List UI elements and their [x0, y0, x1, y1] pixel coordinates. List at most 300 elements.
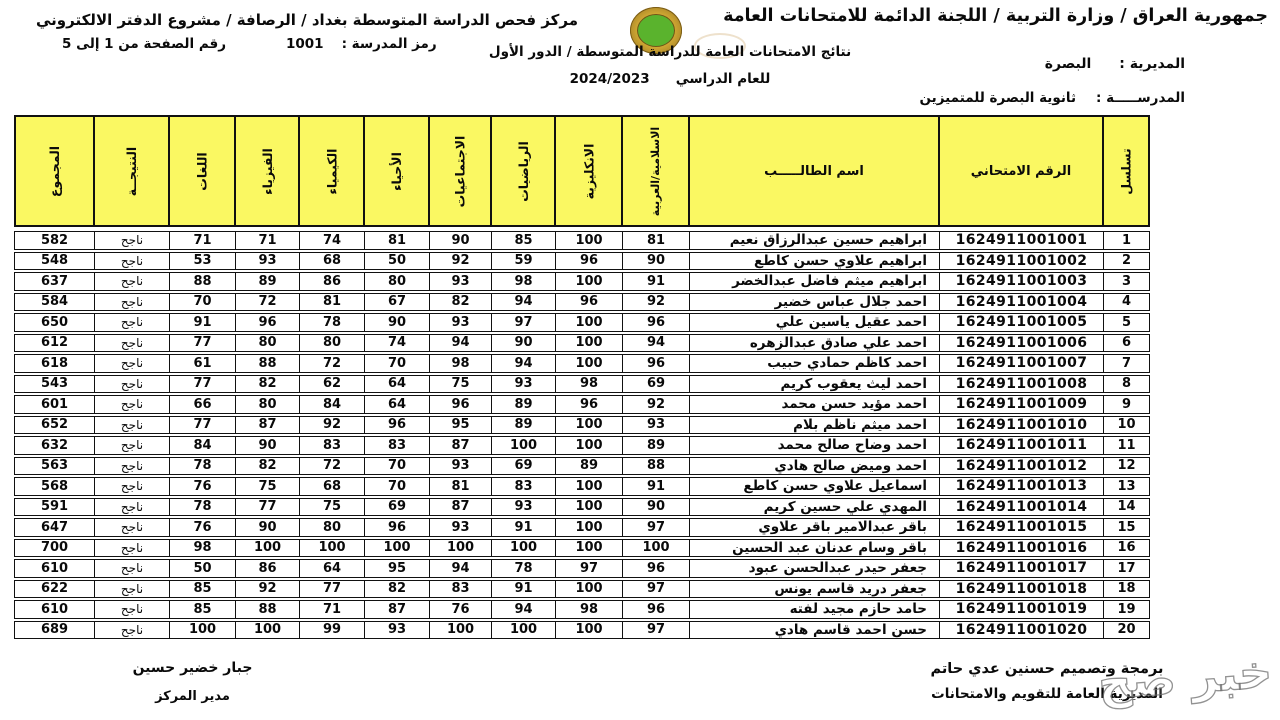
cell-physics: 82 — [235, 458, 299, 475]
cell-social: 93 — [429, 314, 491, 331]
cell-social: 94 — [429, 335, 491, 352]
cell-name: ابراهيم حسين عبدالرزاق نعيم — [689, 232, 939, 249]
cell-exam-no: 1624911001008 — [939, 376, 1103, 393]
cell-chemistry: 78 — [299, 314, 364, 331]
cell-languages: 76 — [169, 519, 235, 536]
cell-math: 97 — [491, 314, 555, 331]
site-watermark: خبر صح — [1096, 643, 1274, 711]
cell-exam-no: 1624911001006 — [939, 335, 1103, 352]
cell-exam-no: 1624911001007 — [939, 355, 1103, 372]
cell-result: ناجح — [94, 355, 169, 372]
cell-languages: 78 — [169, 458, 235, 475]
table-row — [14, 293, 1150, 312]
cell-result: ناجح — [94, 314, 169, 331]
cell-chemistry: 64 — [299, 560, 364, 577]
cell-english: 97 — [555, 560, 622, 577]
cell-chemistry: 83 — [299, 437, 364, 454]
cell-chemistry: 72 — [299, 458, 364, 475]
cell-english: 100 — [555, 499, 622, 516]
cell-english: 100 — [555, 273, 622, 290]
cell-social: 96 — [429, 396, 491, 413]
cell-name: احمد جلال عباس خضير — [689, 294, 939, 311]
cell-math: 93 — [491, 499, 555, 516]
cell-physics: 71 — [235, 232, 299, 249]
cell-result: ناجح — [94, 519, 169, 536]
cell-chemistry: 84 — [299, 396, 364, 413]
cell-exam-no: 1624911001012 — [939, 458, 1103, 475]
cell-result: ناجح — [94, 560, 169, 577]
table-row — [14, 416, 1150, 435]
cell-chemistry: 81 — [299, 294, 364, 311]
cell-serial: 6 — [1103, 335, 1149, 352]
cell-physics: 88 — [235, 601, 299, 618]
cell-serial: 8 — [1103, 376, 1149, 393]
header-english: الانكليزية — [554, 117, 621, 225]
cell-result: ناجح — [94, 581, 169, 598]
cell-result: ناجح — [94, 335, 169, 352]
cell-math: 93 — [491, 376, 555, 393]
cell-chemistry: 68 — [299, 253, 364, 270]
cell-social: 75 — [429, 376, 491, 393]
cell-math: 91 — [491, 581, 555, 598]
academic-year-label: للعام الدراسي — [675, 71, 771, 87]
cell-islamic-arabic: 97 — [622, 622, 689, 639]
cell-physics: 86 — [235, 560, 299, 577]
cell-languages: 66 — [169, 396, 235, 413]
cell-languages: 98 — [169, 540, 235, 557]
cell-result: ناجح — [94, 417, 169, 434]
school-value: ثانوية البصرة للمتميزين — [919, 90, 1077, 106]
cell-islamic-arabic: 100 — [622, 540, 689, 557]
cell-serial: 15 — [1103, 519, 1149, 536]
table-row — [14, 395, 1150, 414]
cell-exam-no: 1624911001001 — [939, 232, 1103, 249]
cell-social: 93 — [429, 519, 491, 536]
cell-math: 100 — [491, 437, 555, 454]
cell-physics: 88 — [235, 355, 299, 372]
results-table — [14, 115, 1150, 641]
cell-exam-no: 1624911001013 — [939, 478, 1103, 495]
cell-social: 83 — [429, 581, 491, 598]
cell-name: احمد وميض صالح هادي — [689, 458, 939, 475]
cell-name: اسماعيل علاوي حسن كاطع — [689, 478, 939, 495]
cell-physics: 90 — [235, 437, 299, 454]
cell-total: 689 — [40, 622, 69, 638]
cell-physics: 87 — [235, 417, 299, 434]
cell-name: احمد ميثم ناظم بلام — [689, 417, 939, 434]
cell-islamic-arabic: 96 — [622, 314, 689, 331]
cell-languages: 88 — [169, 273, 235, 290]
cell-total: 650 — [40, 314, 69, 330]
cell-name: احمد عقيل ياسين علي — [689, 314, 939, 331]
cell-islamic-arabic: 92 — [622, 294, 689, 311]
cell-english: 100 — [555, 581, 622, 598]
cell-chemistry: 72 — [299, 355, 364, 372]
cell-social: 98 — [429, 355, 491, 372]
cell-physics: 100 — [235, 622, 299, 639]
cell-islamic-arabic: 93 — [622, 417, 689, 434]
cell-islamic-arabic: 89 — [622, 437, 689, 454]
cell-biology: 74 — [364, 335, 429, 352]
cell-languages: 78 — [169, 499, 235, 516]
cell-languages: 50 — [169, 560, 235, 577]
cell-physics: 93 — [235, 253, 299, 270]
cell-biology: 69 — [364, 499, 429, 516]
table-row — [14, 272, 1150, 291]
cell-physics: 72 — [235, 294, 299, 311]
header-social-studies: الاجتماعيات — [428, 117, 490, 225]
cell-physics: 82 — [235, 376, 299, 393]
cell-islamic-arabic: 96 — [622, 355, 689, 372]
cell-biology: 64 — [364, 376, 429, 393]
page-number-label: رقم الصفحة من 1 إلى 5 — [62, 36, 227, 52]
cell-total: 622 — [40, 581, 69, 597]
cell-math: 69 — [491, 458, 555, 475]
cell-math: 100 — [491, 622, 555, 639]
cell-exam-no: 1624911001020 — [939, 622, 1103, 639]
page-title-right: جمهورية العراق / وزارة التربية / اللجنة الدائمة للامتحانات العامة — [723, 6, 1268, 26]
cell-total: 647 — [40, 519, 69, 535]
cell-name: احمد علي صادق عبدالزهره — [689, 335, 939, 352]
cell-biology: 100 — [364, 540, 429, 557]
credits-line: برمجة وتصميم حسنين عدي حاتم — [930, 661, 1164, 677]
academic-year-value: 2024/2023 — [569, 71, 650, 87]
cell-total: 700 — [40, 540, 69, 556]
table-row — [14, 621, 1150, 640]
cell-serial: 1 — [1103, 232, 1149, 249]
cell-serial: 7 — [1103, 355, 1149, 372]
cell-exam-no: 1624911001019 — [939, 601, 1103, 618]
cell-serial: 3 — [1103, 273, 1149, 290]
cell-name: احمد مؤيد حسن محمد — [689, 396, 939, 413]
cell-languages: 84 — [169, 437, 235, 454]
cell-serial: 14 — [1103, 499, 1149, 516]
school-code-line — [286, 36, 437, 52]
cell-serial: 4 — [1103, 294, 1149, 311]
cell-languages: 77 — [169, 417, 235, 434]
cell-islamic-arabic: 88 — [622, 458, 689, 475]
cell-languages: 100 — [169, 622, 235, 639]
cell-serial: 18 — [1103, 581, 1149, 598]
cell-biology: 95 — [364, 560, 429, 577]
table-row — [14, 518, 1150, 537]
cell-social: 76 — [429, 601, 491, 618]
table-row — [14, 334, 1150, 353]
cell-name: جعفر دريد قاسم يونس — [689, 581, 939, 598]
cell-math: 98 — [491, 273, 555, 290]
header-exam-number: الرقم الامتحاني — [938, 117, 1102, 225]
cell-total: 582 — [40, 232, 69, 248]
cell-math: 85 — [491, 232, 555, 249]
cell-math: 59 — [491, 253, 555, 270]
cell-islamic-arabic: 91 — [622, 273, 689, 290]
cell-exam-no: 1624911001017 — [939, 560, 1103, 577]
cell-social: 87 — [429, 437, 491, 454]
cell-islamic-arabic: 92 — [622, 396, 689, 413]
cell-name: المهدي علي حسين كريم — [689, 499, 939, 516]
cell-serial: 20 — [1103, 622, 1149, 639]
cell-result: ناجح — [94, 232, 169, 249]
emblem-green-core — [637, 14, 675, 47]
cell-exam-no: 1624911001004 — [939, 294, 1103, 311]
cell-serial: 16 — [1103, 540, 1149, 557]
school-label: المدرســـــة : — [1096, 90, 1185, 106]
cell-biology: 90 — [364, 314, 429, 331]
header-serial: تسلسل — [1102, 117, 1148, 225]
cell-total: 568 — [40, 478, 69, 494]
cell-chemistry: 74 — [299, 232, 364, 249]
cell-total: 610 — [40, 601, 69, 617]
cell-physics: 96 — [235, 314, 299, 331]
cell-chemistry: 62 — [299, 376, 364, 393]
cell-physics: 75 — [235, 478, 299, 495]
cell-result: ناجح — [94, 376, 169, 393]
cell-biology: 64 — [364, 396, 429, 413]
footer-center-director — [105, 660, 280, 704]
cell-exam-no: 1624911001010 — [939, 417, 1103, 434]
cell-math: 89 — [491, 417, 555, 434]
cell-exam-no: 1624911001005 — [939, 314, 1103, 331]
cell-total: 652 — [40, 417, 69, 433]
director-title: مدير المركز — [155, 689, 230, 704]
cell-name: ابراهيم علاوي حسن كاطع — [689, 253, 939, 270]
header-islamic-arabic: الاسلامية/العربية — [621, 117, 688, 225]
directorate-line — [1045, 56, 1185, 72]
cell-languages: 77 — [169, 335, 235, 352]
cell-serial: 12 — [1103, 458, 1149, 475]
cell-serial: 17 — [1103, 560, 1149, 577]
cell-physics: 80 — [235, 396, 299, 413]
cell-biology: 82 — [364, 581, 429, 598]
director-name: جبار خضير حسين — [132, 660, 253, 676]
table-row — [14, 436, 1150, 455]
cell-total: 543 — [40, 376, 69, 392]
cell-result: ناجح — [94, 273, 169, 290]
cell-islamic-arabic: 96 — [622, 601, 689, 618]
cell-total: 637 — [40, 273, 69, 289]
cell-chemistry: 77 — [299, 581, 364, 598]
table-row — [14, 457, 1150, 476]
cell-math: 89 — [491, 396, 555, 413]
cell-total: 548 — [40, 253, 69, 269]
cell-english: 98 — [555, 601, 622, 618]
cell-english: 96 — [555, 253, 622, 270]
header-math: الرياضيات — [490, 117, 554, 225]
cell-exam-no: 1624911001011 — [939, 437, 1103, 454]
table-row — [14, 375, 1150, 394]
cell-biology: 80 — [364, 273, 429, 290]
cell-biology: 70 — [364, 478, 429, 495]
cell-english: 100 — [555, 335, 622, 352]
cell-result: ناجح — [94, 253, 169, 270]
cell-islamic-arabic: 97 — [622, 581, 689, 598]
cell-social: 82 — [429, 294, 491, 311]
cell-social: 81 — [429, 478, 491, 495]
cell-exam-no: 1624911001016 — [939, 540, 1103, 557]
cell-result: ناجح — [94, 499, 169, 516]
cell-math: 91 — [491, 519, 555, 536]
header-result: النتيجــة — [93, 117, 168, 225]
table-row — [14, 600, 1150, 619]
table-row — [14, 252, 1150, 271]
table-header-row — [14, 115, 1150, 227]
cell-total: 591 — [40, 499, 69, 515]
cell-math: 100 — [491, 540, 555, 557]
cell-total: 563 — [40, 458, 69, 474]
cell-total: 612 — [40, 335, 69, 351]
school-line — [920, 90, 1185, 106]
cell-math: 94 — [491, 355, 555, 372]
cell-physics: 77 — [235, 499, 299, 516]
cell-chemistry: 71 — [299, 601, 364, 618]
cell-languages: 85 — [169, 601, 235, 618]
cell-serial: 2 — [1103, 253, 1149, 270]
cell-biology: 67 — [364, 294, 429, 311]
table-row — [14, 477, 1150, 496]
cell-math: 90 — [491, 335, 555, 352]
cell-islamic-arabic: 90 — [622, 499, 689, 516]
cell-social: 93 — [429, 273, 491, 290]
academic-year-line — [470, 71, 870, 87]
cell-physics: 90 — [235, 519, 299, 536]
cell-islamic-arabic: 69 — [622, 376, 689, 393]
header-biology: الأحياء — [363, 117, 428, 225]
cell-result: ناجح — [94, 601, 169, 618]
cell-math: 94 — [491, 601, 555, 618]
cell-social: 95 — [429, 417, 491, 434]
table-row — [14, 498, 1150, 517]
cell-english: 100 — [555, 417, 622, 434]
cell-exam-no: 1624911001014 — [939, 499, 1103, 516]
cell-biology: 93 — [364, 622, 429, 639]
cell-social: 87 — [429, 499, 491, 516]
cell-name: ابراهيم ميثم فاضل عبدالخضر — [689, 273, 939, 290]
cell-biology: 81 — [364, 232, 429, 249]
cell-physics: 80 — [235, 335, 299, 352]
cell-english: 100 — [555, 232, 622, 249]
cell-social: 100 — [429, 622, 491, 639]
cell-total: 601 — [40, 396, 69, 412]
cell-serial: 11 — [1103, 437, 1149, 454]
directorate-label: المديرية : — [1119, 56, 1185, 72]
cell-english: 100 — [555, 519, 622, 536]
cell-physics: 89 — [235, 273, 299, 290]
cell-math: 78 — [491, 560, 555, 577]
cell-islamic-arabic: 81 — [622, 232, 689, 249]
cell-english: 100 — [555, 478, 622, 495]
cell-math: 94 — [491, 294, 555, 311]
cell-english: 96 — [555, 294, 622, 311]
cell-chemistry: 80 — [299, 519, 364, 536]
cell-english: 100 — [555, 355, 622, 372]
cell-serial: 19 — [1103, 601, 1149, 618]
cell-name: حامد حازم مجيد لفته — [689, 601, 939, 618]
cell-total: 632 — [40, 437, 69, 453]
cell-islamic-arabic: 91 — [622, 478, 689, 495]
cell-english: 89 — [555, 458, 622, 475]
cell-islamic-arabic: 97 — [622, 519, 689, 536]
cell-serial: 9 — [1103, 396, 1149, 413]
cell-name: احمد ليث يعقوب كريم — [689, 376, 939, 393]
cell-result: ناجح — [94, 396, 169, 413]
cell-social: 93 — [429, 458, 491, 475]
cell-english: 100 — [555, 437, 622, 454]
cell-languages: 85 — [169, 581, 235, 598]
table-row — [14, 354, 1150, 373]
cell-chemistry: 75 — [299, 499, 364, 516]
cell-english: 100 — [555, 540, 622, 557]
header-languages: اللغات — [168, 117, 234, 225]
cell-islamic-arabic: 90 — [622, 253, 689, 270]
cell-exam-no: 1624911001002 — [939, 253, 1103, 270]
results-rows — [14, 231, 1150, 639]
cell-result: ناجح — [94, 540, 169, 557]
cell-languages: 76 — [169, 478, 235, 495]
cell-chemistry: 68 — [299, 478, 364, 495]
cell-chemistry: 80 — [299, 335, 364, 352]
cell-chemistry: 99 — [299, 622, 364, 639]
cell-exam-no: 1624911001003 — [939, 273, 1103, 290]
page-title-left: مركز فحص الدراسة المتوسطة بغداد / الرصافة / مشروع الدفتر الالكتروني — [36, 11, 578, 29]
school-code-label: رمز المدرسة : — [341, 36, 437, 52]
cell-languages: 70 — [169, 294, 235, 311]
cell-name: جعفر حيدر عبدالحسن عبود — [689, 560, 939, 577]
header-total: المجموع — [47, 145, 62, 197]
cell-social: 92 — [429, 253, 491, 270]
cell-total: 610 — [40, 560, 69, 576]
cell-english: 98 — [555, 376, 622, 393]
directorate-value: البصرة — [1044, 56, 1092, 72]
cell-name: احمد كاظم حمادي حبيب — [689, 355, 939, 372]
cell-name: حسن احمد قاسم هادي — [689, 622, 939, 639]
table-row — [14, 539, 1150, 558]
cell-languages: 91 — [169, 314, 235, 331]
header-student-name: اسم الطالـــــب — [688, 117, 938, 225]
cell-languages: 71 — [169, 232, 235, 249]
cell-serial: 10 — [1103, 417, 1149, 434]
cell-result: ناجح — [94, 458, 169, 475]
table-row — [14, 580, 1150, 599]
cell-social: 94 — [429, 560, 491, 577]
cell-result: ناجح — [94, 437, 169, 454]
header-chemistry: الكيمياء — [298, 117, 363, 225]
cell-islamic-arabic: 94 — [622, 335, 689, 352]
table-row — [14, 313, 1150, 332]
cell-biology: 70 — [364, 458, 429, 475]
cell-social: 100 — [429, 540, 491, 557]
cell-chemistry: 86 — [299, 273, 364, 290]
cell-exam-no: 1624911001009 — [939, 396, 1103, 413]
cell-biology: 96 — [364, 417, 429, 434]
cell-chemistry: 92 — [299, 417, 364, 434]
cell-total: 584 — [40, 294, 69, 310]
cell-name: احمد وضاح صالح محمد — [689, 437, 939, 454]
cell-biology: 96 — [364, 519, 429, 536]
cell-languages: 53 — [169, 253, 235, 270]
cell-physics: 92 — [235, 581, 299, 598]
cell-chemistry: 100 — [299, 540, 364, 557]
header-physics: الفيزياء — [234, 117, 298, 225]
cell-serial: 13 — [1103, 478, 1149, 495]
cell-languages: 61 — [169, 355, 235, 372]
cell-physics: 100 — [235, 540, 299, 557]
cell-english: 100 — [555, 622, 622, 639]
cell-name: باقر وسام عدنان عبد الحسين — [689, 540, 939, 557]
cell-english: 100 — [555, 314, 622, 331]
cell-social: 90 — [429, 232, 491, 249]
cell-biology: 83 — [364, 437, 429, 454]
directorate-general-line: المديرية العامة للتقويم والامتحانات — [931, 686, 1163, 702]
